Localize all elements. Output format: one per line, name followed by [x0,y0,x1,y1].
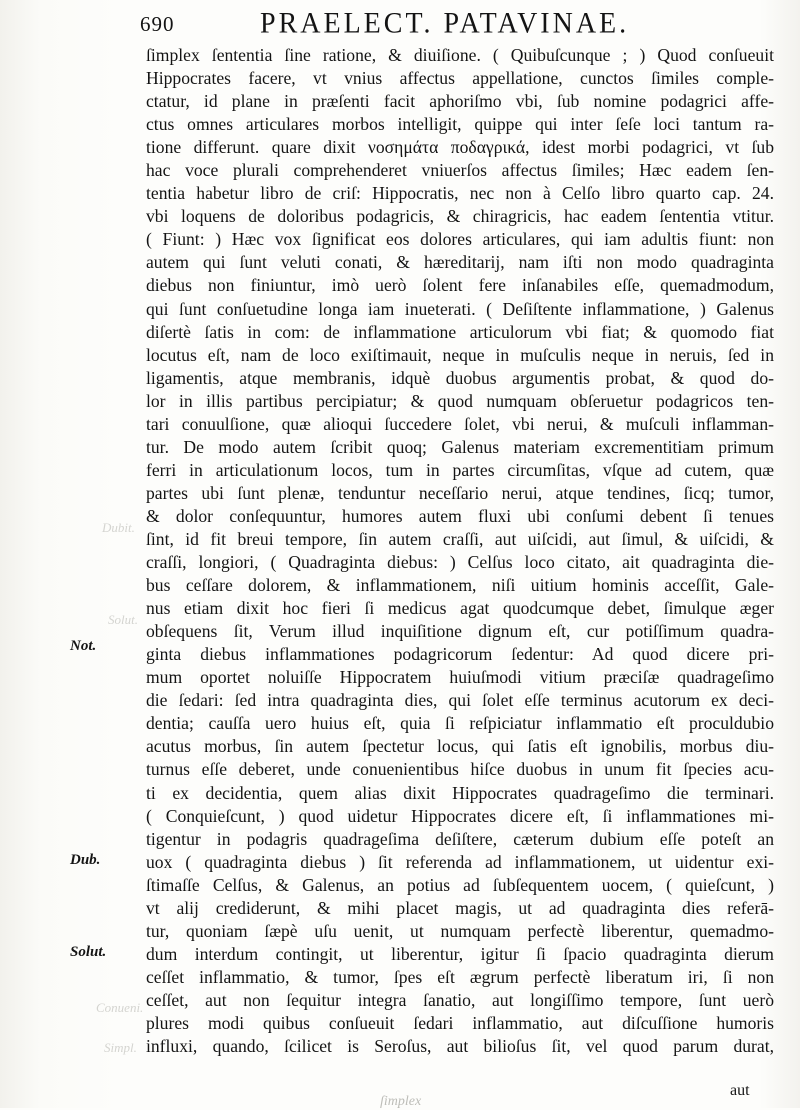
text-line: craſſi, longiori, ( Quadraginta diebus: ) Celſus loco citato, ait quadraginta die- [146,552,774,573]
text-line: diſertè ſatis in com: de inflammatione articulorum vbi fiat; & quomodo fiat [146,321,774,342]
text-line: plures modi quibus conſueuit ſedari inflammatio, aut diſcuſſione humoris [146,1012,774,1033]
text-line: autem qui ſunt veluti conati, & hæreditarij, nam iſti non modo quadraginta [146,252,774,273]
text-line: tione differunt. quare dixit νοσημάτα ποδαγρικά, idest morbi podagrici, vt ſub [146,137,774,158]
bleed-through-note: Simpl. [104,1040,137,1055]
text-line: dentia; cauſſa uero huius eſt, quia ſi reſpiciatur inflammatio eſt proculdubio [146,713,774,734]
text-line: ligamentis, atque membranis, idquè duobus argumentis probat, & quod do- [146,367,774,388]
text-line: obſequens ſit, Verum illud inquiſitione dignum eſt, cur potiſſimum quadra- [146,621,774,642]
text-line: diebus non finiuntur, imò uerò ſolent fere inſanabiles eſſe, quemadmodum, [146,275,774,296]
bleed-through-catchword: ſimplex [380,1094,422,1109]
text-line: lor in illis partibus percipiatur; & quod numquam obſeruetur podagricos ten- [146,390,774,411]
text-line: hac voce plurali comprehenderet vniuerſos affectus ſimiles; Hæc eadem ſen- [146,160,774,181]
text-line: ferri in articulationum locos, tum in partes circumſitas, vſque ad cutem, quæ [146,459,774,480]
text-line: ſimplex ſententia ſine ratione, & diuiſione. ( Quibuſcunque ; ) Quod conſueuit [146,45,774,65]
text-line: uox ( quadraginta diebus ) ſit referenda ad inflammationem, ut uidentur exi- [146,851,774,872]
text-line: ceſſet inflammatio, & tumor, ſpes eſt ægrum perfectè liberatum iri, ſi non [146,966,774,987]
body-text [146,44,774,1058]
text-line: locutus eſt, nam de loco exiſtimauit, neque in muſculis neque in neruis, ſed in [146,344,774,365]
text-line: Hippocrates facere, vt vnius affectus appellatione, cunctos ſimiles comple- [146,68,774,89]
text-line: bus ceſſare dolorem, & inflammationem, niſi uitium hominis acceſſit, Gale- [146,575,774,596]
text-line: ſint, id fit breui tempore, ſin autem craſſi, aut uiſcidi, aut ſimul, & uiſcidi, & [146,528,774,549]
text-line: tentia habetur libro de criſ: Hippocratis, nec non à Celſo libro quarto cap. 24. [146,183,774,204]
text-line: ctatur, id plane in præſenti facit aphoriſmo vbi, ſub nomine podagrici affe- [146,91,774,112]
bleed-through-note: Dubit. [102,520,135,535]
text-line: ti ex decidentia, quem alias dixit Hippocrates quadrageſimo die terminari. [146,782,774,803]
text-line: ginta diebus inflammationes podagricorum ſedentur: Ad quod dicere pri- [146,644,774,665]
running-head: PRAELECT. PATAVINAE. [260,7,630,40]
text-line: ( Fiunt: ) Hæc vox ſignificat eos dolores articulares, qui iam adultis fiunt: non [146,229,774,250]
text-line: vt alij crediderunt, & mihi placet magis, ut ad quadraginta dies referā- [146,897,774,918]
margin-note-dub: Dub. [70,852,101,868]
text-line: nus etiam dixit hoc fieri ſi medicus agat quodcumque debet, ſimulque æger [146,598,774,619]
text-line: turnus eſſe deberet, unde conuenientibus hiſce duobus in unum fit ſpecies acu- [146,759,774,780]
text-line: tigentur in podagris quadrageſima deſiſtere, cæterum dubium eſſe poteſt an [146,828,774,849]
catchword: aut [730,1082,750,1099]
text-line: & dolor conſequuntur, humores autem fluxi ubi conſumi debent ſi tenues [146,505,774,526]
text-line: ctus omnes articulares morbos intelligit, quippe qui inter ſeſe loci tantum ra- [146,114,774,135]
text-line: ( Conquieſcunt, ) quod uidetur Hippocrates dicere eſt, ſi inflammationes mi- [146,805,774,826]
text-line: die ſedari: ſed intra quadraginta dies, qui ſolet eſſe terminus acutorum ex deci- [146,690,774,711]
text-line: dum interdum contingit, ut liberentur, igitur ſi ſpacio quadraginta dierum [146,943,774,964]
text-line: ceſſet, aut non ſequitur integra ſanatio, aut longiſſimo tempore, ſunt uerò [146,989,774,1010]
bleed-through-note: Solut. [108,612,138,627]
margin-note-not: Not. [70,638,97,654]
text-line: acutus morbus, ſin autem ſpectetur locus, qui ſatis eſt ignobilis, morbus diu- [146,736,774,757]
page-header [140,8,780,42]
text-line: tur. De modo autem ſcribit quoq; Galenus materiam excrementitiam primum [146,436,774,457]
text-line: tari conuulſione, quæ alioqui ſuccedere ſolet, vbi nerui, & muſculi inflamman- [146,413,774,434]
text-line: vbi loquens de doloribus podagricis, & chiragricis, hac eadem ſententia vtitur. [146,206,774,227]
text-line: tur, quoniam ſæpè uſu uenit, ut numquam perfectè liberentur, quemadmo- [146,920,774,941]
text-line: qui ſunt conſuetudine longa iam inueterati. ( Deſiſtente inflammatione, ) Galenus [146,298,774,319]
text-line: partes ubi ſunt plenæ, tenduntur neceſſario nerui, atque tendines, ſicq; tumor, [146,482,774,503]
page-number: 690 [140,12,175,36]
margin-note-solut: Solut. [70,944,107,960]
bleed-through-note: Conueni. [96,1000,144,1015]
text-line: influxi, quando, ſcilicet is Seroſus, aut bilioſus ſit, vel quod parum durat, [146,1036,774,1057]
text-line: ſtimaſſe Celſus, & Galenus, an potius ad ſubſequentem uocem, ( quieſcunt, ) [146,874,774,895]
text-line: mum oportet noluiſſe Hippocratem huiuſmodi vitium præciſæ quadrageſimo [146,667,774,688]
